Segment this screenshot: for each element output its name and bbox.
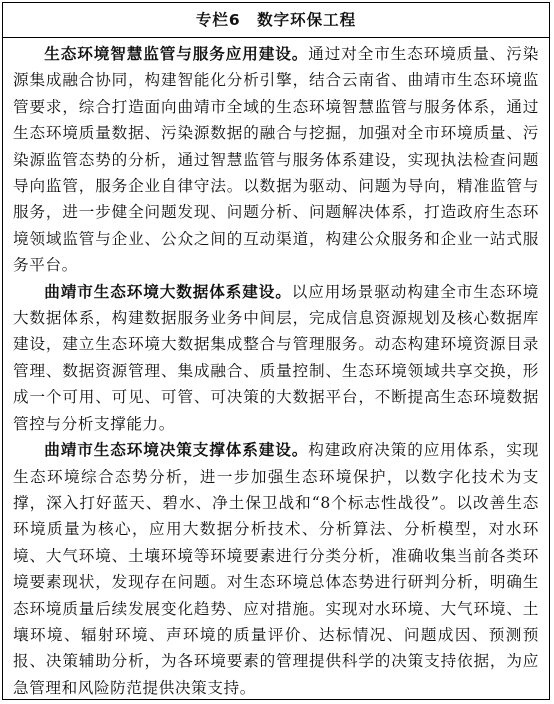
- paragraph-big-data: [13, 279, 539, 437]
- paragraph-lead: 曲靖市生态环境决策支撑体系建设。: [44, 440, 309, 460]
- paragraph-lead: 曲靖市生态环境大数据体系建设。: [44, 281, 292, 301]
- paragraph-body: 通过对全市生态环境质量、污染源集成融合协同，构建智能化分析引擎，结合云南省、曲靖市生态环境监管要求，综合打造面向曲靖市全域的生态环境智慧监管与服务体系，通过生态环境质量数据、污染源数据的融合与挖掘，加强对全市环境质量、污染源监管态势的分析，通过智慧监管与服务体系建设，实现执法检查问题导向监管，服务企业自律守法。以数据为驱动、问题为导向，精准监管与服务，进一步健全问题发现、问题分析、问题解决体系，打造政府生态环境领域监管与企业、公众之间的互动渠道，构建公众服务和企业一站式服务平台。: [13, 45, 539, 275]
- paragraph-smart-supervision: [13, 41, 539, 279]
- column-title: 专栏6 数字环保工程: [3, 3, 549, 38]
- paragraph-lead: 生态环境智慧监管与服务应用建设。: [44, 44, 309, 63]
- paragraph-body: 构建政府决策的应用体系，实现生态环境综合态势分析，进一步加强生态环境保护，以数字化技术为支撑，深入打好蓝天、碧水、净土保卫战和“8个标志性战役”。以改善生态环境质量为核心，应用大数据分析技术、分析算法、分析模型，对水环境、大气环境、土壤环境等环境要素进行分类分析，准确收集当前各类环境要素现状，发现存在问题。对生态环境总体态势进行研判分析，明确生态环境质量后续发展变化趋势、应对措施。实现对水环境、大气环境、土壤环境、辐射环境、声环境的质量评价、达标情况、问题成因、预测预报、决策辅助分析，为各环境要素的管理提供科学的决策支持依据，为应急管理和风险防范提供决策支持。: [13, 441, 539, 697]
- paragraph-body: 以应用场景驱动构建全市生态环境大数据体系，构建数据服务业务中间层，完成信息资源规划及核心数据库建设，建立生态环境大数据集成整合与管理服务。动态构建环境资源目录管理、数据资源管理、集成融合、质量控制、生态环境领域共享交换，形成一个可用、可见、可管、可决策的大数据平台，不断提高生态环境数据管控与分析支撑能力。: [13, 282, 539, 433]
- column-box: [2, 2, 550, 700]
- column-content: [3, 38, 549, 701]
- paragraph-decision-support: [13, 437, 539, 701]
